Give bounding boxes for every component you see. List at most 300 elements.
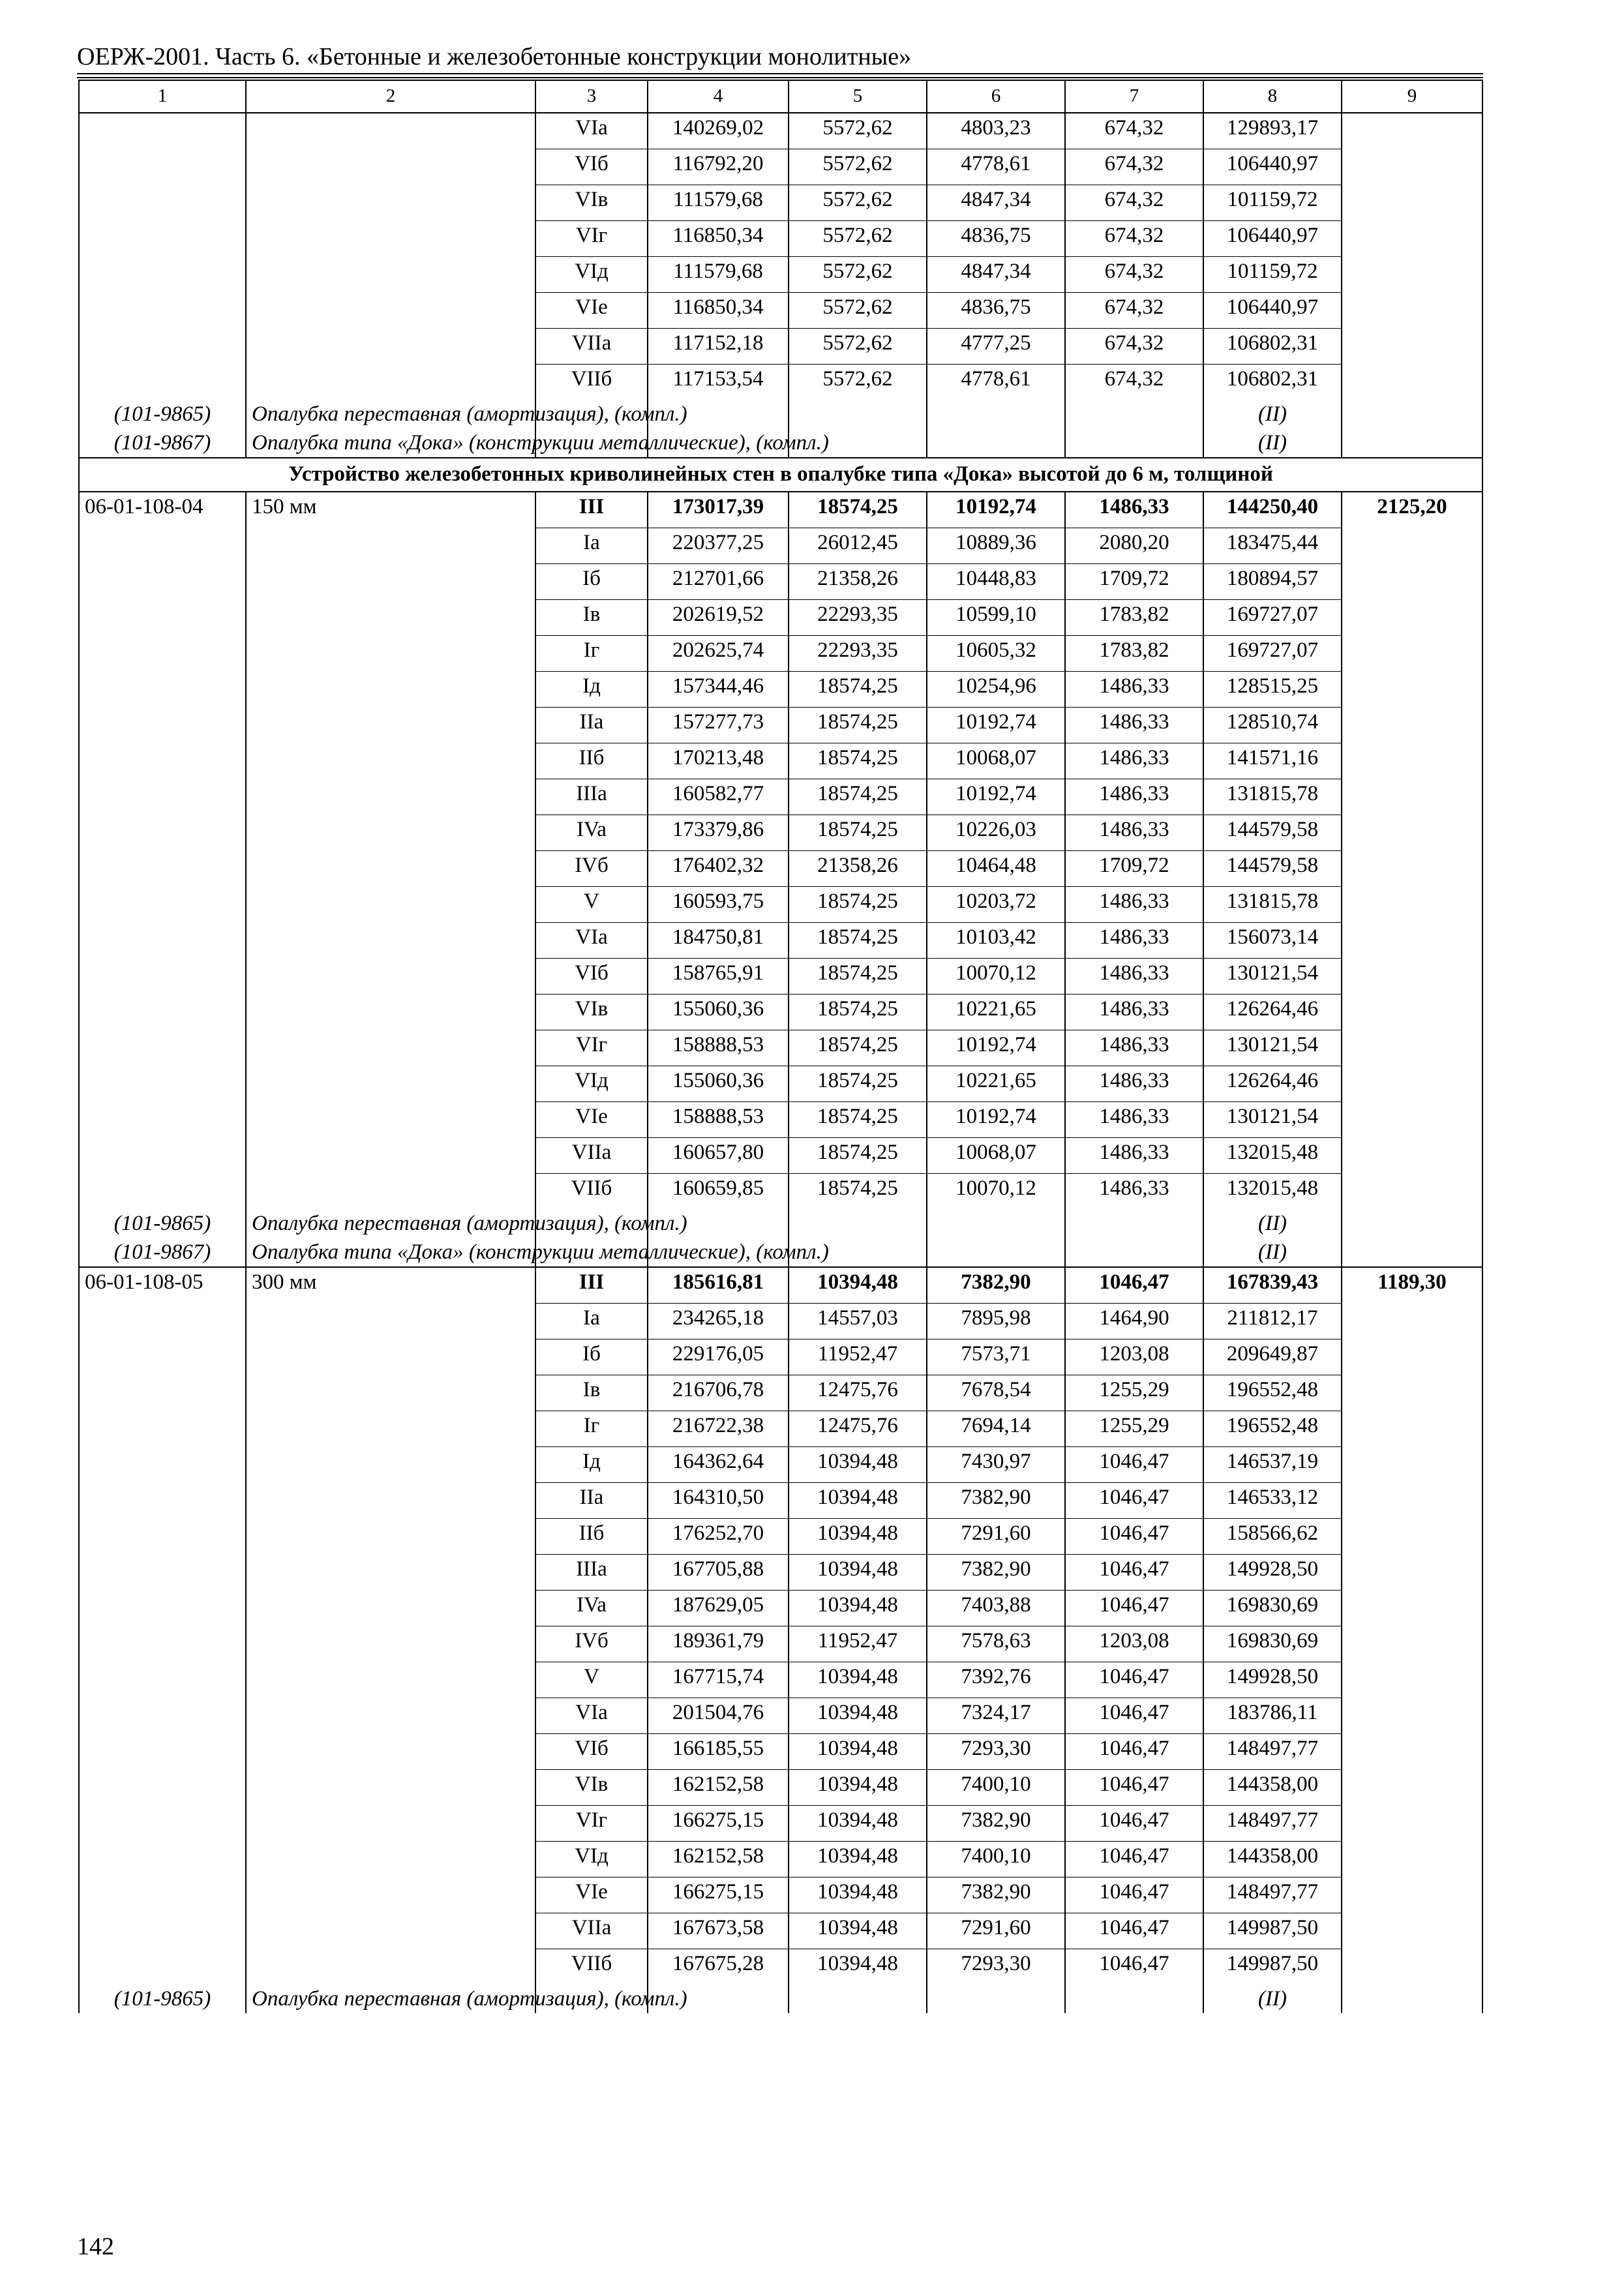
- value-wages: 18574,25: [789, 1174, 927, 1210]
- table-cell: [1342, 600, 1482, 636]
- value-total: 216706,78: [648, 1375, 789, 1411]
- value-total: 117152,18: [648, 329, 789, 365]
- resource-name: Опалубка типа «Дока» (конструкции металлические), (компл.): [246, 1238, 535, 1267]
- value-machines: 4778,61: [927, 149, 1065, 185]
- table-row: [79, 221, 1482, 257]
- table-cell: [1342, 1698, 1482, 1734]
- value-total: 117153,54: [648, 365, 789, 400]
- table-cell: [1342, 1339, 1482, 1375]
- table-cell: [1342, 887, 1482, 923]
- value-machinist-wages: 1486,33: [1065, 887, 1203, 923]
- region-code: V: [535, 887, 648, 923]
- value-machinist-wages: 1046,47: [1065, 1698, 1203, 1734]
- resource-code: (101-9867): [79, 428, 246, 458]
- table-cell: [79, 1030, 246, 1066]
- table-cell: [1342, 1806, 1482, 1842]
- value-wages: 18574,25: [789, 1138, 927, 1174]
- value-machinist-wages: 1486,33: [1065, 708, 1203, 743]
- region-code: IVб: [535, 1626, 648, 1662]
- region-code: VIг: [535, 221, 648, 257]
- price-table: [78, 80, 1483, 2013]
- value-wages: 18574,25: [789, 708, 927, 743]
- value-total: 202619,52: [648, 600, 789, 636]
- table-cell: [246, 1878, 535, 1913]
- region-code: Iг: [535, 636, 648, 672]
- region-code: Iб: [535, 564, 648, 600]
- table-cell: [1342, 708, 1482, 743]
- value-machines: 10464,48: [927, 851, 1065, 887]
- table-row: [79, 1030, 1482, 1066]
- section-title: Устройство железобетонных криволинейных стен в опалубке типа «Дока» высотой до 6 м, толщиной: [79, 458, 1482, 492]
- value-materials: 196552,48: [1203, 1375, 1342, 1411]
- value-total: 176252,70: [648, 1519, 789, 1555]
- region-code: VIIa: [535, 1138, 648, 1174]
- value-machines: 7578,63: [927, 1626, 1065, 1662]
- value-machinist-wages: 1486,33: [1065, 995, 1203, 1030]
- value-materials: 131815,78: [1203, 779, 1342, 815]
- table-cell: [246, 1066, 535, 1102]
- resource-class: (II): [1203, 1209, 1342, 1238]
- table-cell: [79, 1842, 246, 1878]
- value-machines: 10192,74: [927, 1030, 1065, 1066]
- table-row: [79, 293, 1482, 329]
- value-materials: 158566,62: [1203, 1519, 1342, 1555]
- column-number-row: [79, 80, 1482, 113]
- table-row: [79, 779, 1482, 815]
- value-total: 160657,80: [648, 1138, 789, 1174]
- table-cell: [1065, 428, 1203, 458]
- table-cell: [789, 1984, 927, 2013]
- resource-name: Опалубка переставная (амортизация), (компл.): [246, 400, 535, 428]
- value-wages: 10394,48: [789, 1734, 927, 1770]
- region-code: VIe: [535, 1102, 648, 1138]
- row-code: 06-01-108-04: [79, 492, 246, 528]
- value-machines: 7430,97: [927, 1447, 1065, 1483]
- value-machines: 7678,54: [927, 1375, 1065, 1411]
- page-number: 142: [77, 2233, 114, 2260]
- resource-name: Опалубка переставная (амортизация), (компл.): [246, 1209, 535, 1238]
- table-cell: [79, 1483, 246, 1519]
- region-code: Iд: [535, 672, 648, 708]
- value-total: 234265,18: [648, 1304, 789, 1339]
- table-cell: [246, 851, 535, 887]
- table-row: [79, 1066, 1482, 1102]
- table-cell: [246, 1806, 535, 1842]
- value-total: 167675,28: [648, 1949, 789, 1985]
- value-total: 111579,68: [648, 257, 789, 293]
- table-row: [79, 1174, 1482, 1210]
- table-row: [79, 1304, 1482, 1339]
- table-cell: [79, 923, 246, 959]
- table-cell: [927, 428, 1065, 458]
- value-wages: 22293,35: [789, 600, 927, 636]
- table-cell: [79, 815, 246, 851]
- table-cell: [1342, 400, 1482, 428]
- table-cell: [246, 329, 535, 365]
- table-cell: [1342, 1030, 1482, 1066]
- labor-cost: 2125,20: [1342, 492, 1482, 528]
- table-cell: [79, 257, 246, 293]
- resource-ref-row: [79, 1209, 1482, 1238]
- value-machinist-wages: 1783,82: [1065, 636, 1203, 672]
- value-machinist-wages: 674,32: [1065, 113, 1203, 149]
- value-materials: 149928,50: [1203, 1662, 1342, 1698]
- value-wages: 10394,48: [789, 1555, 927, 1591]
- value-machines: 7293,30: [927, 1949, 1065, 1985]
- value-machines: 7400,10: [927, 1770, 1065, 1806]
- value-total: 155060,36: [648, 995, 789, 1030]
- table-cell: [1342, 923, 1482, 959]
- table-row: [79, 636, 1482, 672]
- value-machinist-wages: 1046,47: [1065, 1555, 1203, 1591]
- value-materials: 101159,72: [1203, 185, 1342, 221]
- value-machines: 10070,12: [927, 1174, 1065, 1210]
- labor-cost: 1189,30: [1342, 1267, 1482, 1304]
- table-cell: [79, 1066, 246, 1102]
- value-machinist-wages: 1046,47: [1065, 1878, 1203, 1913]
- column-number: 4: [648, 80, 789, 113]
- table-cell: [246, 923, 535, 959]
- value-machinist-wages: 1203,08: [1065, 1626, 1203, 1662]
- table-row: [79, 564, 1482, 600]
- resource-ref-row: [79, 1984, 1482, 2013]
- section-heading-row: [79, 458, 1482, 492]
- table-row: [79, 1411, 1482, 1447]
- value-machines: 7694,14: [927, 1411, 1065, 1447]
- column-number: 2: [246, 80, 535, 113]
- table-cell: [1342, 1102, 1482, 1138]
- value-machinist-wages: 1255,29: [1065, 1411, 1203, 1447]
- region-code: Ia: [535, 1304, 648, 1339]
- value-materials: 131815,78: [1203, 887, 1342, 923]
- table-cell: [79, 1770, 246, 1806]
- value-machines: 10070,12: [927, 959, 1065, 995]
- value-wages: 5572,62: [789, 113, 927, 149]
- value-wages: 26012,45: [789, 528, 927, 564]
- value-wages: 18574,25: [789, 492, 927, 528]
- table-cell: [1342, 257, 1482, 293]
- value-machines: 7382,90: [927, 1806, 1065, 1842]
- value-wages: 5572,62: [789, 365, 927, 400]
- value-machinist-wages: 674,32: [1065, 149, 1203, 185]
- table-cell: [789, 400, 927, 428]
- value-total: 160593,75: [648, 887, 789, 923]
- resource-ref-row: [79, 428, 1482, 458]
- value-wages: 12475,76: [789, 1375, 927, 1411]
- region-code: VIг: [535, 1030, 648, 1066]
- table-cell: [246, 1174, 535, 1210]
- table-cell: [79, 329, 246, 365]
- header-rule: [77, 73, 1483, 74]
- value-materials: 106802,31: [1203, 365, 1342, 400]
- row-name: 300 мм: [246, 1267, 535, 1304]
- value-total: 166275,15: [648, 1878, 789, 1913]
- value-machines: 10192,74: [927, 779, 1065, 815]
- table-cell: [1342, 1913, 1482, 1949]
- table-cell: [927, 400, 1065, 428]
- table-row: [79, 1267, 1482, 1304]
- value-total: 140269,02: [648, 113, 789, 149]
- value-machines: 10605,32: [927, 636, 1065, 672]
- table-cell: [927, 1238, 1065, 1267]
- value-machinist-wages: 1046,47: [1065, 1483, 1203, 1519]
- value-wages: 10394,48: [789, 1878, 927, 1913]
- table-row: [79, 600, 1482, 636]
- value-machinist-wages: 674,32: [1065, 185, 1203, 221]
- value-total: 202625,74: [648, 636, 789, 672]
- value-machinist-wages: 1709,72: [1065, 564, 1203, 600]
- table-row: [79, 1339, 1482, 1375]
- region-code: VIIa: [535, 1913, 648, 1949]
- value-wages: 10394,48: [789, 1519, 927, 1555]
- table-cell: [79, 1447, 246, 1483]
- value-wages: 12475,76: [789, 1411, 927, 1447]
- table-cell: [1065, 1209, 1203, 1238]
- table-row: [79, 815, 1482, 851]
- value-materials: 183786,11: [1203, 1698, 1342, 1734]
- table-cell: [79, 113, 246, 149]
- value-wages: 22293,35: [789, 636, 927, 672]
- value-machinist-wages: 1464,90: [1065, 1304, 1203, 1339]
- table-cell: [1065, 400, 1203, 428]
- table-row: [79, 1555, 1482, 1591]
- table-row: [79, 923, 1482, 959]
- region-code: IIa: [535, 708, 648, 743]
- value-machines: 7392,76: [927, 1662, 1065, 1698]
- value-machinist-wages: 2080,20: [1065, 528, 1203, 564]
- table-cell: [79, 1375, 246, 1411]
- value-materials: 167839,43: [1203, 1267, 1342, 1304]
- table-cell: [1342, 1555, 1482, 1591]
- table-row: [79, 1102, 1482, 1138]
- table-cell: [246, 1030, 535, 1066]
- table-row: [79, 959, 1482, 995]
- table-row: [79, 1913, 1482, 1949]
- region-code: VIIб: [535, 365, 648, 400]
- table-cell: [79, 1102, 246, 1138]
- value-materials: 209649,87: [1203, 1339, 1342, 1375]
- value-machines: 7324,17: [927, 1698, 1065, 1734]
- value-machines: 4778,61: [927, 365, 1065, 400]
- value-machines: 10203,72: [927, 887, 1065, 923]
- value-machines: 10889,36: [927, 528, 1065, 564]
- region-code: V: [535, 1662, 648, 1698]
- table-cell: [79, 528, 246, 564]
- table-cell: [246, 1375, 535, 1411]
- table-cell: [246, 1102, 535, 1138]
- table-cell: [1065, 1238, 1203, 1267]
- table-cell: [246, 1483, 535, 1519]
- value-total: 212701,66: [648, 564, 789, 600]
- table-cell: [1342, 636, 1482, 672]
- table-cell: [246, 564, 535, 600]
- table-cell: [1342, 149, 1482, 185]
- page-header-title: ОЕРЖ-2001. Часть 6. «Бетонные и железобетонные конструкции монолитные»: [77, 43, 912, 70]
- value-total: 160582,77: [648, 779, 789, 815]
- value-machines: 4836,75: [927, 221, 1065, 257]
- table-cell: [79, 185, 246, 221]
- region-code: Iг: [535, 1411, 648, 1447]
- table-row: [79, 1770, 1482, 1806]
- value-machinist-wages: 674,32: [1065, 329, 1203, 365]
- table-cell: [79, 1411, 246, 1447]
- value-machinist-wages: 674,32: [1065, 293, 1203, 329]
- table-cell: [246, 995, 535, 1030]
- value-machines: 4777,25: [927, 329, 1065, 365]
- table-row: [79, 672, 1482, 708]
- table-cell: [1342, 959, 1482, 995]
- region-code: VIIa: [535, 329, 648, 365]
- table-row: [79, 1626, 1482, 1662]
- table-cell: [1342, 564, 1482, 600]
- value-machinist-wages: 1486,33: [1065, 815, 1203, 851]
- value-wages: 10394,48: [789, 1949, 927, 1985]
- table-cell: [79, 149, 246, 185]
- table-cell: [789, 1209, 927, 1238]
- value-total: 111579,68: [648, 185, 789, 221]
- region-code: VIe: [535, 1878, 648, 1913]
- region-code: IVб: [535, 851, 648, 887]
- table-cell: [1342, 1138, 1482, 1174]
- value-machinist-wages: 1046,47: [1065, 1949, 1203, 1985]
- table-row: [79, 708, 1482, 743]
- table-row: [79, 257, 1482, 293]
- value-machines: 7403,88: [927, 1591, 1065, 1626]
- table-row: [79, 1519, 1482, 1555]
- value-machines: 10068,07: [927, 1138, 1065, 1174]
- value-machines: 10068,07: [927, 743, 1065, 779]
- value-materials: 169727,07: [1203, 600, 1342, 636]
- value-total: 189361,79: [648, 1626, 789, 1662]
- value-wages: 5572,62: [789, 293, 927, 329]
- table-cell: [79, 1591, 246, 1626]
- value-machinist-wages: 1046,47: [1065, 1662, 1203, 1698]
- resource-ref-row: [79, 1238, 1482, 1267]
- value-materials: 148497,77: [1203, 1878, 1342, 1913]
- value-machines: 10103,42: [927, 923, 1065, 959]
- region-code: VIIб: [535, 1949, 648, 1985]
- table-row: [79, 149, 1482, 185]
- value-total: 167715,74: [648, 1662, 789, 1698]
- value-machinist-wages: 1203,08: [1065, 1339, 1203, 1375]
- table-row: [79, 365, 1482, 400]
- table-cell: [927, 1984, 1065, 2013]
- row-name: 150 мм: [246, 492, 535, 528]
- value-materials: 101159,72: [1203, 257, 1342, 293]
- value-wages: 10394,48: [789, 1591, 927, 1626]
- value-materials: 144358,00: [1203, 1842, 1342, 1878]
- resource-class: (II): [1203, 428, 1342, 458]
- table-cell: [246, 887, 535, 923]
- value-materials: 129893,17: [1203, 113, 1342, 149]
- value-machinist-wages: 1046,47: [1065, 1806, 1203, 1842]
- table-row: [79, 887, 1482, 923]
- value-total: 167673,58: [648, 1913, 789, 1949]
- value-machinist-wages: 1486,33: [1065, 1138, 1203, 1174]
- table-row: [79, 851, 1482, 887]
- value-total: 184750,81: [648, 923, 789, 959]
- value-machinist-wages: 1486,33: [1065, 672, 1203, 708]
- table-cell: [246, 185, 535, 221]
- resource-ref-row: [79, 400, 1482, 428]
- table-cell: [79, 221, 246, 257]
- value-total: 166185,55: [648, 1734, 789, 1770]
- region-code: IIa: [535, 1483, 648, 1519]
- table-cell: [79, 1949, 246, 1985]
- value-machines: 7400,10: [927, 1842, 1065, 1878]
- region-code: VIe: [535, 293, 648, 329]
- table-cell: [246, 1304, 535, 1339]
- value-materials: 156073,14: [1203, 923, 1342, 959]
- table-cell: [1342, 1842, 1482, 1878]
- table-cell: [79, 1626, 246, 1662]
- value-total: 220377,25: [648, 528, 789, 564]
- table-cell: [246, 600, 535, 636]
- table-cell: [79, 1555, 246, 1591]
- table-row: [79, 1483, 1482, 1519]
- table-cell: [246, 1662, 535, 1698]
- region-code: VIд: [535, 1842, 648, 1878]
- region-code: Iб: [535, 1339, 648, 1375]
- value-total: 158888,53: [648, 1030, 789, 1066]
- region-code: VIд: [535, 1066, 648, 1102]
- value-machines: 7382,90: [927, 1878, 1065, 1913]
- value-machines: 7382,90: [927, 1555, 1065, 1591]
- value-materials: 144250,40: [1203, 492, 1342, 528]
- value-total: 158765,91: [648, 959, 789, 995]
- value-total: 201504,76: [648, 1698, 789, 1734]
- table-cell: [79, 1913, 246, 1949]
- value-wages: 5572,62: [789, 329, 927, 365]
- value-wages: 14557,03: [789, 1304, 927, 1339]
- value-machines: 10221,65: [927, 1066, 1065, 1102]
- value-materials: 132015,48: [1203, 1138, 1342, 1174]
- table-row: [79, 1447, 1482, 1483]
- table-cell: [1342, 743, 1482, 779]
- value-machinist-wages: 674,32: [1065, 221, 1203, 257]
- table-row: [79, 1662, 1482, 1698]
- table-cell: [927, 1209, 1065, 1238]
- table-cell: [79, 1662, 246, 1698]
- table-cell: [246, 1734, 535, 1770]
- value-wages: 18574,25: [789, 887, 927, 923]
- value-machinist-wages: 1486,33: [1065, 1174, 1203, 1210]
- region-code: VIв: [535, 995, 648, 1030]
- value-wages: 18574,25: [789, 743, 927, 779]
- value-wages: 10394,48: [789, 1483, 927, 1519]
- column-number: 7: [1065, 80, 1203, 113]
- table-cell: [246, 293, 535, 329]
- value-total: 170213,48: [648, 743, 789, 779]
- value-total: 216722,38: [648, 1411, 789, 1447]
- value-machines: 10448,83: [927, 564, 1065, 600]
- value-machinist-wages: 1486,33: [1065, 1102, 1203, 1138]
- value-total: 173379,86: [648, 815, 789, 851]
- table-cell: [1342, 1447, 1482, 1483]
- table-cell: [246, 1411, 535, 1447]
- header-rule-double: [77, 77, 1483, 78]
- value-total: 162152,58: [648, 1770, 789, 1806]
- table-row: [79, 1806, 1482, 1842]
- value-machines: 7895,98: [927, 1304, 1065, 1339]
- region-code: VIв: [535, 185, 648, 221]
- table-cell: [246, 743, 535, 779]
- column-number: 8: [1203, 80, 1342, 113]
- value-materials: 128515,25: [1203, 672, 1342, 708]
- value-wages: 21358,26: [789, 564, 927, 600]
- value-materials: 130121,54: [1203, 959, 1342, 995]
- table-cell: [79, 1339, 246, 1375]
